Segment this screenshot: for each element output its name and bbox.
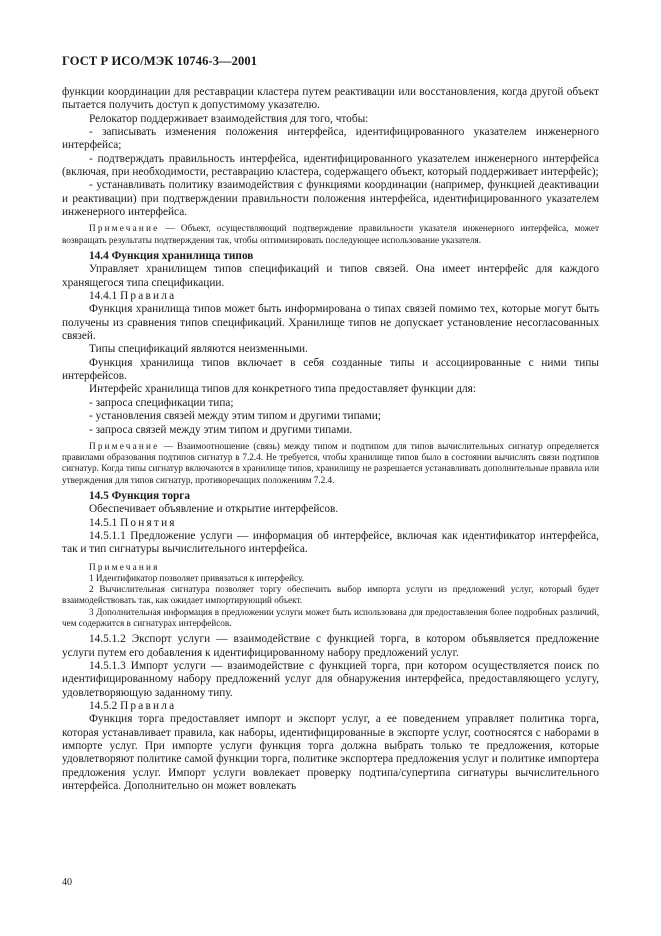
note-item: 1 Идентификатор позволяет привязаться к интерфейсу. xyxy=(89,572,304,583)
note-item: 2 Вычислительная сигнатура позволяет торгу обеспечить выбор импорта услуги из предложений услуг, который будет взаимодействовать так, как ожидает импортирующий объект. xyxy=(62,584,599,606)
note xyxy=(62,441,599,486)
paragraph: Функция торга предоставляет импорт и экспорт услуг, а ее поведением управляет политика торга, которая устанавливает правила, как наборы, идентифицированные в экспорте услуг, соотносятся с наборами в импорте услуг. При импорте услуги функция торга должна выбрать только те предложения, которые удовлетворяют политике самой функции торга, политике экспортера предложения услуг и политике импортера предложения услуг. Импорт услуги вовлекает проверку подтипа/супертипа сигнатуры вычислительного интерфейса. Дополнительно он может вовлекать xyxy=(62,713,599,793)
subsection-number: 14.4.1 xyxy=(89,290,121,303)
paragraph: 14.5.1.2 Экспорт услуги — взаимодействие с функцией торга, в котором объявляется предложение услуги путем его добавления к идентифицированному набору предложений услуг. xyxy=(62,633,599,659)
subsection-title: Понятия xyxy=(120,516,177,529)
list-item: - установления связей между этим типом и другими типами; xyxy=(89,410,381,423)
paragraph: Функция хранилища типов может быть информирована о типах связей помимо тех, которые могут быть получены из сравнения типов спецификаций. Хранилище типов не допускает установление несогласованных связей. xyxy=(62,303,599,343)
section-heading: 14.5 Функция торга xyxy=(89,490,191,503)
list-item: - записывать изменения положения интерфейса, идентифицированного указателем инженерного интерфейса; xyxy=(62,126,599,152)
list-item: - подтверждать правильность интерфейса, идентифицированного указателем инженерного интерфейса (включая, при необходимости, реставрацию кластера, содержащего объект, который поддерживает интерфейс); xyxy=(62,152,599,179)
document-header: ГОСТ Р ИСО/МЭК 10746-3—2001 xyxy=(62,54,258,68)
subsection-heading xyxy=(62,700,599,713)
subsection-title: Правила xyxy=(120,699,177,712)
note-label: Примечание xyxy=(89,223,160,234)
note-label: Примечание xyxy=(89,440,160,451)
subsection-number: 14.5.1 xyxy=(89,516,121,529)
paragraph: 14.5.1.1 Предложение услуги — информация об интерфейсе, включая как идентификатор интерфейса, так и тип сигнатуры вычислительного интерфейса. xyxy=(62,530,599,556)
paragraph: Управляет хранилищем типов спецификаций и типов связей. Она имеет интерфейс для каждого хранящегося типа спецификации. xyxy=(62,263,599,289)
notes-heading xyxy=(62,561,599,573)
list-item: - устанавливать политику взаимодействия с функциями координации (например, функцией деактивации и реактивации) при подтверждении правильности положения интерфейса, идентифицированного указателем инженерного интерфейса. xyxy=(62,179,599,219)
paragraph: Типы спецификаций являются неизменными. xyxy=(89,343,308,356)
note-item: 3 Дополнительная информация в предложении услуги может быть использована для предоставления более подробных различий, чем содержится в сигнатурах интерфейсов. xyxy=(62,606,599,628)
subsection-number: 14.5.2 xyxy=(89,699,121,712)
notes-heading-label: Примечания xyxy=(89,561,160,572)
section-heading: 14.4 Функция хранилища типов xyxy=(89,250,254,263)
paragraph: Релокатор поддерживает взаимодействия для того, чтобы: xyxy=(89,112,369,125)
subsection-heading xyxy=(62,517,599,530)
page-number: 40 xyxy=(62,877,72,888)
page-body xyxy=(62,86,599,793)
paragraph: 14.5.1.3 Импорт услуги — взаимодействие с функцией торга, при котором осуществляется поиск по идентифицированному набору предложений услуг для обнаружения интерфейса, предоставляющего услугу, удовлетворяющую заданному типу. xyxy=(62,659,599,699)
subsection-heading xyxy=(62,290,599,303)
subsection-title: Правила xyxy=(120,290,177,303)
note xyxy=(62,223,599,246)
paragraph: Обеспечивает объявление и открытие интерфейсов. xyxy=(89,503,339,516)
note-text: — Объект, осуществляющий подтверждение правильности указателя инженерного интерфейса, может возвращать результаты подтверждения так, чтобы оптимизировать последующее использование указателя. xyxy=(62,223,599,245)
paragraph: Функция хранилища типов включает в себя созданные типы и ассоциированные с ними типы интерфейсов. xyxy=(62,356,599,383)
list-item: - запроса связей между этим типом и другими типами. xyxy=(89,423,353,436)
paragraph: функции координации для реставрации кластера путем реактивации или восстановления, когда другой объект пытается получить доступ к допустимому указателю. xyxy=(62,86,599,112)
list-item: - запроса спецификации типа; xyxy=(89,396,234,409)
paragraph: Интерфейс хранилища типов для конкретного типа предоставляет функции для: xyxy=(89,383,477,396)
note-text: — Взаимоотношение (связь) между типом и подтипом для типов вычислительных сигнатур определяется правилами образования подтипов сигнатур в 7.2.4. Не требуется, чтобы хранилище типов было в состоянии вычислять связи подтипов сигнатур. Когда типы сигнатур включаются в хранилище типов, хранилищу не разрешается устанавливать дополнительные правила или утверждения для типов сигнатур, противоречащих положениям 7.2.4. xyxy=(62,440,599,485)
